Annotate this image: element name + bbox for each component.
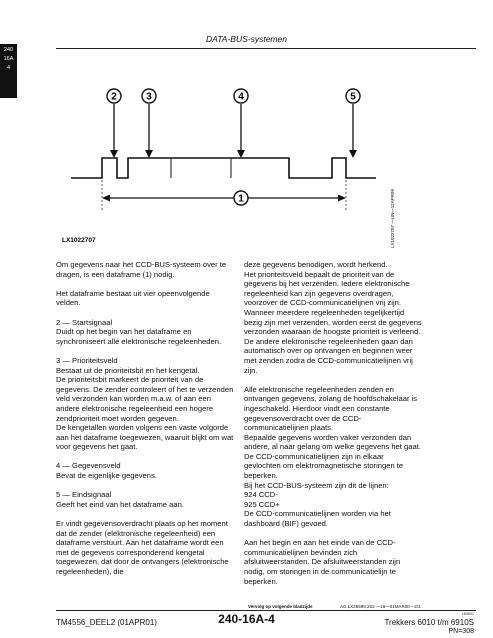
callout-number: 3 (146, 91, 152, 103)
arrowhead (145, 150, 153, 158)
text-paragraph: Om gegevens naar het CCD-BUS-systeem over te dragen, is een dataframe (1) nodig. (56, 260, 227, 279)
section-tab (0, 44, 17, 98)
text-paragraph: 3 — Prioriteitsveld Bestaat uit de prioriteitsbit en het kengetal. De prioriteitsbit markeert de prioriteit van de gegevens. De zender controleert of het te verzenden veld verzonden kan worden m.a.w. of aan een andere elektronische regeleenheid een hogere zendprioriteit moet worden gegeven. De kengetallen worden volgens een vaste volgorde aan het dataframe toegewezen, waaruit blijkt om wat voor gegevens het gaat. (56, 355, 234, 452)
header-rule (56, 48, 476, 49)
callout-number: 5 (350, 91, 356, 103)
footer-manual-id: TM4556_DEEL2 (01APR01) (56, 618, 157, 627)
text-paragraph: Er vindt gegevensoverdracht plaats op het moment dat de zender (elektronische regeleenheid) een dataframe verstuurt. Aan het dataframe wordt een met de gegevens corresponderend kengetal toegewezen, dat door de ontvangers (elektronische regeleenheden), die (56, 519, 229, 576)
callout-number: 2 (111, 91, 117, 103)
arrowhead (338, 195, 346, 202)
figure-side-code: LX1022707 —UN—12APR99 (390, 188, 395, 248)
callout-number: 4 (238, 91, 244, 103)
text-paragraph: deze gegevens benodigen, wordt herkend. Het prioriteitsveld bepaalt de prioriteit van de gegevens bij het verzenden. Iedere elektronische regeleenheid kan zijn gegevens overdragen, voorzover de CCD-communicatielijnen vrij zijn. Wanneer meerdere regeleenheden tegelijkertijd bezig zijn met verzenden, worden eerst de gegevens verzonden waaraan de hoogste prioriteit is verleend. De andere elektronische regeleenheden gaan dan automatisch over op ontvangen en beginnen weer met zenden zodra de CCD-communicatielijnen vrij zijn. (244, 260, 422, 375)
arrowhead (349, 150, 357, 158)
dataframe-diagram (56, 52, 448, 252)
footer-page-number: 240-16A-4 (218, 612, 275, 626)
text-paragraph: 2 — Startsignaal Duidt op het begin van het dataframe en synchroniseert alle elektronische regeleenheden. (56, 317, 222, 346)
document-code: AG,LX25599,253 —18—01MAR00—2/3 (340, 604, 421, 609)
section-tab-line: 16A (3, 56, 14, 62)
arrowhead (237, 150, 245, 158)
section-tab-line: 4 (6, 65, 11, 71)
text-paragraph: Aan het begin en aan het einde van de CCD-communicatielijnen bevinden zich afsluitweerstanden. De afsluitweerstanden zijn nodig, om storingen in de communicatielijn te beperken. (244, 538, 401, 586)
page-header-title: DATA-BUS-systemen (206, 34, 287, 44)
text-paragraph: 5 — Eindsignaal Geeft het eind van het dataframe aan. (56, 490, 184, 509)
arrowhead (102, 195, 110, 202)
footer-pn: PN=308 (448, 628, 474, 635)
figure-label: LX1022707 (62, 237, 96, 244)
left-column (56, 260, 234, 586)
arrowhead (110, 150, 118, 158)
signal-waveform (71, 158, 376, 178)
text-paragraph: Het dataframe bestaat uit vier opeenvolgende velden. (56, 288, 210, 308)
small-code: 183S01 (461, 612, 474, 616)
footer-model: Trekkers 6010 t/m 6910S (384, 618, 474, 627)
section-tab-line: 240 (3, 47, 14, 53)
callout-number: 1 (238, 193, 244, 205)
text-paragraph: 4 — Gegevensveld Bevat de eigenlijke gegevens. (56, 461, 157, 481)
continue-note: Vervolg op volgende bladzijde (248, 604, 313, 609)
footer-rule (56, 610, 476, 611)
text-paragraph: Alle elektronische regeleenheden zenden en ontvangen gegevens, zolang de hoofdschakelaar is ingeschakeld. Hierdoor vindt een constante gegevensoverdracht over de CCD-communicatielijnen plaats. Bepaalde gegevens worden vaker verzonden dan andere, al naar gelang om welke gegevens het gaat. De CCD-communicatielijnen zijn in elkaar gevlochten om elektromagnetische storingen te beperken. Bij het CCD-BUS-systeem zijn dit de lijnen: 924 CCD- 925 CCD+ De CCD-communicatielijnen worden via het dashboard (BIF) gevoed. (244, 384, 421, 529)
right-column (244, 260, 422, 596)
